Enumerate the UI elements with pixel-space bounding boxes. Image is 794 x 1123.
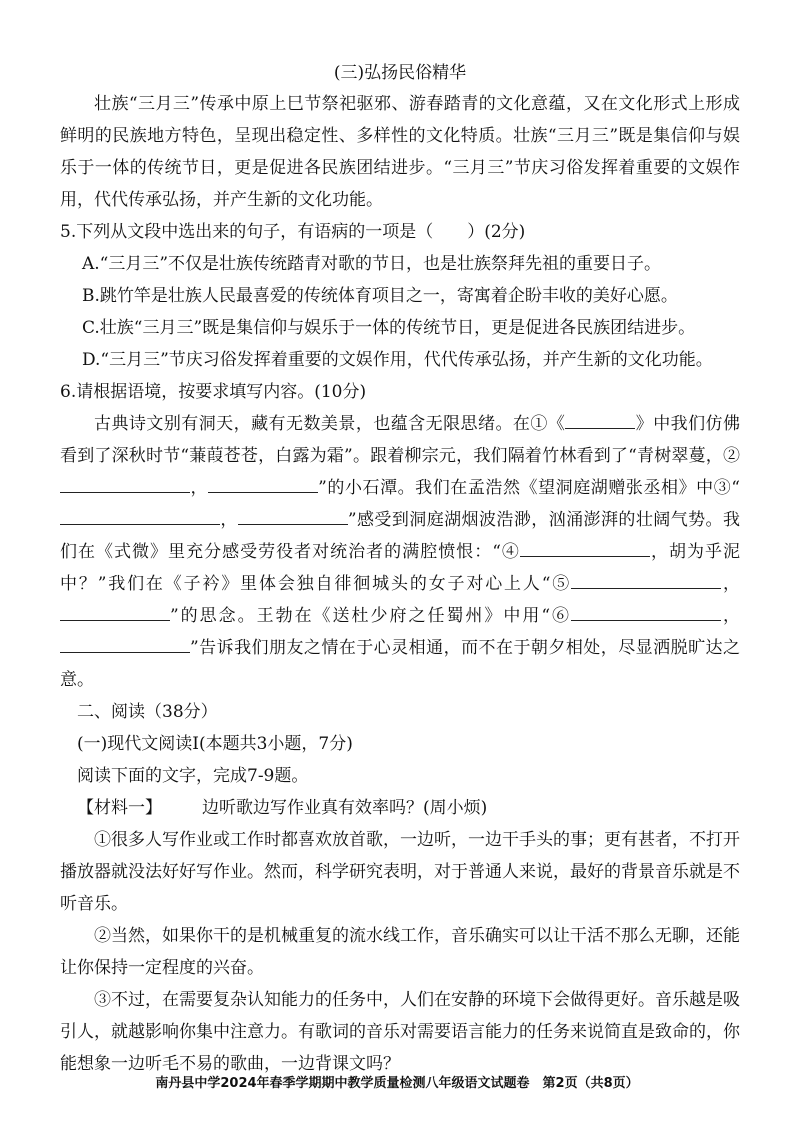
reading-instruction: 阅读下面的文字，完成7-9题。: [77, 766, 309, 786]
question-5-option-a[interactable]: A.“三月三”不仅是壮族传统踏青对歌的节日，也是壮族祭拜先祖的重要日子。: [82, 254, 662, 274]
answer-blank-1[interactable]: [565, 410, 635, 429]
answer-blank-2a[interactable]: [60, 474, 190, 493]
answer-blank-3a[interactable]: [60, 506, 220, 525]
subsection-title: (一)现代文阅读Ⅰ(本题共3小题，7分): [77, 734, 353, 754]
answer-blank-2b[interactable]: [208, 474, 318, 493]
answer-blank-5b[interactable]: [60, 602, 170, 621]
answer-blank-4[interactable]: [520, 538, 650, 557]
answer-blank-3b[interactable]: [238, 506, 348, 525]
material-heading: [60, 792, 740, 824]
answer-blank-6b[interactable]: [60, 634, 190, 653]
part-2-title: 二、阅读（38分）: [77, 702, 218, 722]
question-5-option-d[interactable]: D.“三月三”节庆习俗发挥着重要的文娱作用，代代传承弘扬，并产生新的文化功能。: [82, 350, 713, 370]
question-5-option-c[interactable]: C.壮族“三月三”既是集信仰与娱乐于一体的传统节日，更是促进各民族团结进步。: [82, 318, 696, 338]
page-footer: 南丹县中学2024年春季学期期中教学质量检测八年级语文试题卷 第2页（共8页）: [155, 1076, 639, 1091]
answer-blank-5a[interactable]: [571, 570, 721, 589]
article-paragraph-1: ①很多人写作业或工作时都喜欢放首歌，一边听，一边干手头的事；更有甚者，不打开播放器就没法好好写作业。然而，科学研究表明，对于普通人来说，最好的背景音乐就是不听音乐。: [60, 830, 740, 914]
article-paragraph-3: ③不过，在需要复杂认知能力的任务中，人们在安静的环境下会做得更好。音乐越是吸引人，就越影响你集中注意力。有歌词的音乐对需要语言能力的任务来说简直是致命的，你能想象一边听毛不易的歌曲，一边背课文吗？: [60, 990, 740, 1074]
article-paragraph-2: ②当然，如果你干的是机械重复的流水线工作，音乐确实可以让干活不那么无聊，还能让你保持一定程度的兴奋。: [60, 926, 740, 978]
question-5-option-b[interactable]: B.跳竹竿是壮族人民最喜爱的传统体育项目之一，寄寓着企盼丰收的美好心愿。: [82, 286, 678, 306]
intro-paragraph: 壮族“三月三”传承中原上巳节祭祀驱邪、游春踏青的文化意蕴，又在文化形式上形成鲜明的民族地方特色，呈现出稳定性、多样性的文化特质。壮族“三月三”既是集信仰与娱乐于一体的传统节日，更是促进各民族团结进步。“三月三”节庆习俗发挥着重要的文娱作用，代代传承弘扬，并产生新的文化功能。: [60, 94, 740, 210]
answer-blank-6a[interactable]: [571, 602, 721, 621]
material-label: 【材料一】: [77, 798, 162, 818]
section-title: (三)弘扬民俗精华: [333, 63, 467, 83]
exam-page: [60, 62, 740, 1080]
material-title: 边听歌边写作业真有效率吗？(周小烦): [202, 798, 488, 818]
question-6-stem: 6.请根据语境，按要求填写内容。(10分): [60, 382, 367, 402]
question-6-passage: 古典诗文别有洞天，藏有无数美景，也蕴含无限思绪。在①《 》中我们仿佛看到了深秋时节“蒹葭苍苍，白露为霜”。跟着柳宗元，我们隔着竹林看到了“青树翠蔓，②， ”的小石潭。我们在孟浩然《望洞庭湖赠张丞相》中③“， ”感受到洞庭湖烟波浩渺，汹涌澎湃的壮阔气势。我们在《式微》里充分感受劳役者对统治者的满腔愤恨：“④ ，胡为乎泥中？”我们在《子衿》里体会独自徘徊城头的女子对心上人“⑤ ，”的思念。王勃在《送杜少府之任蜀州》中用“⑥ ，”告诉我们朋友之情在于心灵相通，而不在于朝夕相处，尽显洒脱旷达之意。: [60, 408, 740, 696]
question-5-stem: 5.下列从文段中选出来的句子，有语病的一项是（ ）(2分): [60, 222, 526, 242]
